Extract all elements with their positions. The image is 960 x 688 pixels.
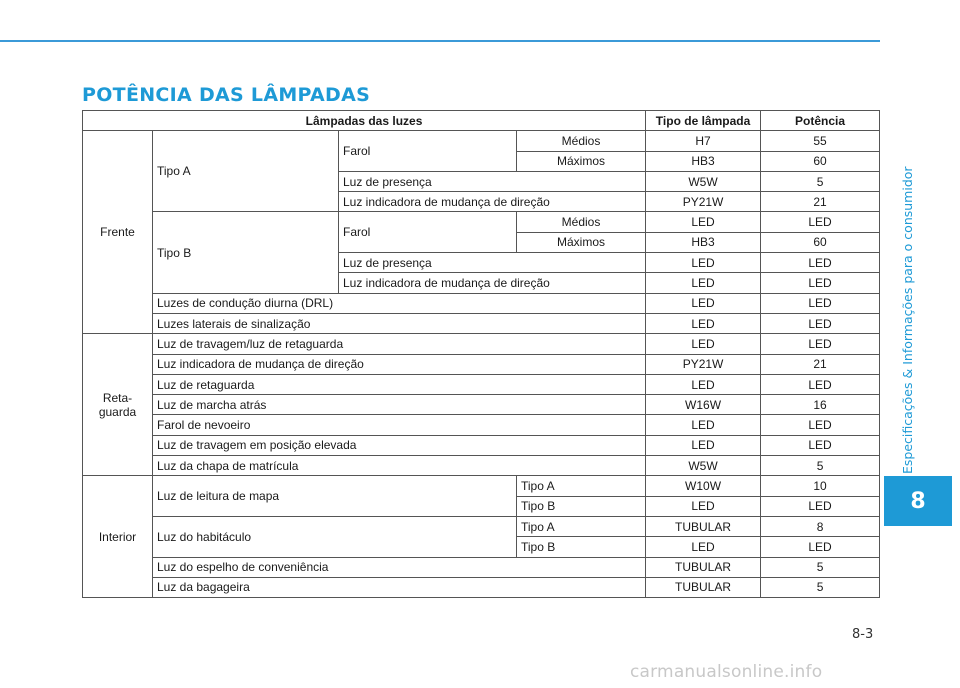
watermark: carmanualsonline.info <box>630 662 823 682</box>
cell-power: LED <box>761 273 880 293</box>
bulb-power-table <box>82 110 880 598</box>
cell-type: LED <box>646 293 761 313</box>
frente-tipo-a: Tipo A <box>153 131 339 212</box>
cell-label: Máximos <box>517 232 646 252</box>
table-row <box>83 354 880 374</box>
table-row <box>83 577 880 597</box>
table-row <box>83 212 880 232</box>
table-row <box>83 334 880 354</box>
cell-power: 16 <box>761 395 880 415</box>
cell-label: Luz indicadora de mudança de direção <box>153 354 646 374</box>
cell-label: Médios <box>517 131 646 151</box>
interior-mapa: Luz de leitura de mapa <box>153 476 517 517</box>
cell-label: Luz de retaguarda <box>153 374 646 394</box>
cell-power: 8 <box>761 516 880 536</box>
cell-label: Luz da bagageira <box>153 577 646 597</box>
cell-type: W10W <box>646 476 761 496</box>
table-row <box>83 395 880 415</box>
cell-type: W16W <box>646 395 761 415</box>
cell-power: LED <box>761 537 880 557</box>
cell-label: Tipo B <box>517 496 646 516</box>
cell-type: HB3 <box>646 151 761 171</box>
cell-type: PY21W <box>646 354 761 374</box>
header-type: Tipo de lâmpada <box>646 111 761 131</box>
cell-type: W5W <box>646 171 761 191</box>
cell-type: LED <box>646 253 761 273</box>
cell-label: Tipo A <box>517 476 646 496</box>
cell-power: LED <box>761 374 880 394</box>
cell-label: Tipo A <box>517 516 646 536</box>
cell-type: TUBULAR <box>646 577 761 597</box>
cell-type: LED <box>646 334 761 354</box>
cell-label: Médios <box>517 212 646 232</box>
cell-power: LED <box>761 212 880 232</box>
cell-label: Máximos <box>517 151 646 171</box>
cell-power: 21 <box>761 354 880 374</box>
cell-label: Luz de presença <box>339 171 646 191</box>
cell-power: LED <box>761 253 880 273</box>
cell-power: LED <box>761 313 880 333</box>
cell-power: 10 <box>761 476 880 496</box>
cell-power: 60 <box>761 232 880 252</box>
cell-power: 55 <box>761 131 880 151</box>
cell-type: TUBULAR <box>646 557 761 577</box>
cell-power: 5 <box>761 171 880 191</box>
interior-habitaculo: Luz do habitáculo <box>153 516 517 557</box>
cell-power: LED <box>761 293 880 313</box>
cell-power: 60 <box>761 151 880 171</box>
cell-type: LED <box>646 435 761 455</box>
chapter-tab: 8 <box>884 476 952 526</box>
cell-type: W5W <box>646 456 761 476</box>
cell-power: 5 <box>761 557 880 577</box>
cell-label: Luz indicadora de mudança de direção <box>339 273 646 293</box>
table-row <box>83 456 880 476</box>
cell-label: Luz da chapa de matrícula <box>153 456 646 476</box>
table-row <box>83 313 880 333</box>
table-row <box>83 293 880 313</box>
group-frente: Frente <box>83 131 153 334</box>
table-row <box>83 557 880 577</box>
group-retaguarda-line2: guarda <box>98 404 137 419</box>
frente-b-farol: Farol <box>339 212 517 253</box>
table-row <box>83 435 880 455</box>
cell-power: LED <box>761 334 880 354</box>
cell-type: HB3 <box>646 232 761 252</box>
table-row <box>83 516 880 536</box>
cell-label: Luz de travagem em posição elevada <box>153 435 646 455</box>
group-retaguarda <box>83 334 153 476</box>
cell-type: PY21W <box>646 192 761 212</box>
cell-power: LED <box>761 415 880 435</box>
table-row <box>83 415 880 435</box>
header-rule <box>0 40 880 42</box>
cell-power: 5 <box>761 577 880 597</box>
header-power: Potência <box>761 111 880 131</box>
header-lamps: Lâmpadas das luzes <box>83 111 646 131</box>
cell-power: LED <box>761 435 880 455</box>
cell-type: H7 <box>646 131 761 151</box>
frente-tipo-b: Tipo B <box>153 212 339 293</box>
table-row <box>83 476 880 496</box>
table-row <box>83 374 880 394</box>
cell-type: TUBULAR <box>646 516 761 536</box>
cell-label: Luz de travagem/luz de retaguarda <box>153 334 646 354</box>
cell-power: LED <box>761 496 880 516</box>
cell-label: Luz de presença <box>339 253 646 273</box>
cell-label: Luz de marcha atrás <box>153 395 646 415</box>
table-header-row <box>83 111 880 131</box>
cell-type: LED <box>646 273 761 293</box>
section-title: POTÊNCIA DAS LÂMPADAS <box>82 84 371 106</box>
page-number: 8-3 <box>852 627 874 642</box>
cell-label: Tipo B <box>517 537 646 557</box>
side-chapter-label: Especificações & Informações para o consumidor <box>900 166 915 474</box>
cell-type: LED <box>646 537 761 557</box>
cell-type: LED <box>646 496 761 516</box>
cell-type: LED <box>646 415 761 435</box>
cell-power: 5 <box>761 456 880 476</box>
cell-type: LED <box>646 212 761 232</box>
cell-label: Luzes de condução diurna (DRL) <box>153 293 646 313</box>
group-retaguarda-line1: Reta- <box>102 390 133 405</box>
group-interior: Interior <box>83 476 153 598</box>
cell-type: LED <box>646 313 761 333</box>
frente-a-farol: Farol <box>339 131 517 172</box>
cell-type: LED <box>646 374 761 394</box>
cell-power: 21 <box>761 192 880 212</box>
cell-label: Farol de nevoeiro <box>153 415 646 435</box>
cell-label: Luz do espelho de conveniência <box>153 557 646 577</box>
table-row <box>83 131 880 151</box>
cell-label: Luzes laterais de sinalização <box>153 313 646 333</box>
cell-label: Luz indicadora de mudança de direção <box>339 192 646 212</box>
